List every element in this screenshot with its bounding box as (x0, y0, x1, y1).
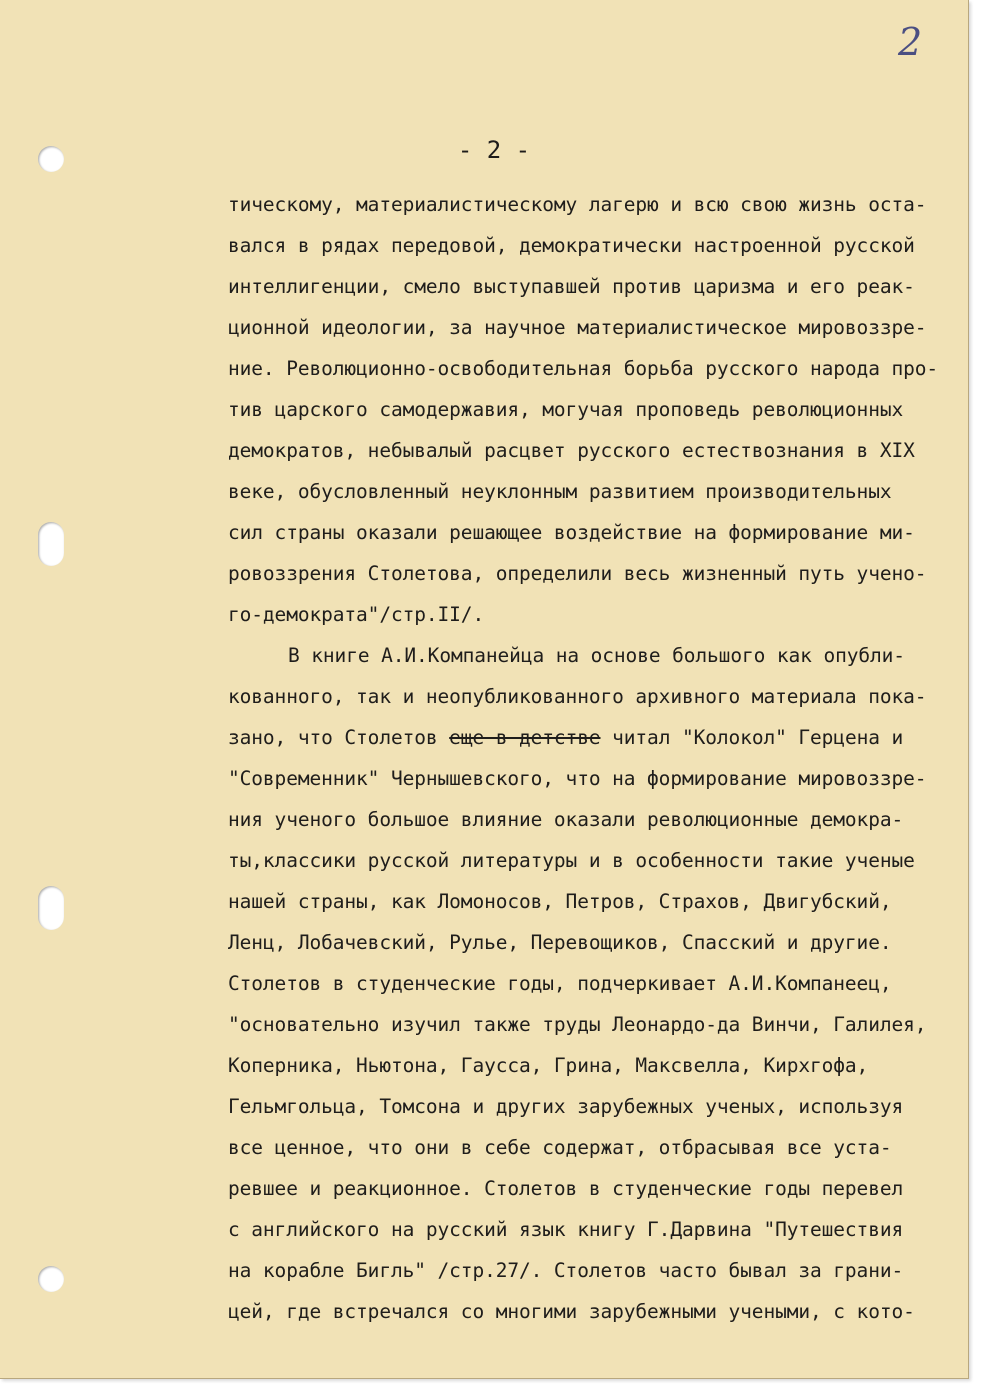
text-line: нашей страны, как Ломоносов, Петров, Страхов, Двигубский, (228, 890, 892, 913)
text-line: ния ученого большое влияние оказали революционные демокра- (228, 808, 904, 831)
punch-hole (38, 886, 64, 930)
text-line: Столетов в студенческие годы, подчеркивает А.И.Компанеец, (228, 972, 892, 995)
paragraph-1 (228, 184, 938, 635)
text-line: вался в рядах передовой, демократически настроенной русской (228, 234, 915, 257)
punch-hole (38, 1266, 64, 1292)
text-line: ние. Революционно-освободительная борьба русского народа про- (228, 357, 939, 380)
punch-hole (38, 522, 64, 566)
text-line: с английского на русский язык книгу Г.Дарвина "Путешествия (228, 1218, 904, 1241)
text-line: "Современник" Чернышевского, что на формирование мировоззре- (228, 767, 927, 790)
text-line: Коперника, Ньютона, Гаусса, Грина, Максвелла, Кирхгофа, (228, 1054, 869, 1077)
text-line: го-демократа"/стр.II/. (228, 603, 485, 626)
handwritten-folio-number: 2 (898, 20, 923, 64)
text-line: ревшее и реакционное. Столетов в студенческие годы перевел (228, 1177, 904, 1200)
text-line: кованного, так и неопубликованного архивного материала пока- (228, 685, 927, 708)
text-line: Гельмгольца, Томсона и других зарубежных ученых, используя (228, 1095, 904, 1118)
struck-through-text: еще в детстве (449, 726, 601, 749)
page-number: - 2 - (457, 136, 531, 164)
text-line (228, 717, 938, 758)
text-line: "основательно изучил также труды Леонардо-да Винчи, Галилея, (228, 1013, 927, 1036)
text-line: цей, где встречался со многими зарубежными учеными, с кото- (228, 1300, 915, 1323)
typed-text-body (228, 184, 938, 1332)
text-line: Ленц, Лобачевский, Рулье, Перевощиков, Спасский и другие. (228, 931, 892, 954)
text-fragment: читал "Колокол" Герцена и (600, 726, 904, 749)
text-line: тическому, материалистическому лагерю и всю свою жизнь оста- (228, 193, 927, 216)
text-line: все ценное, что они в себе содержат, отбрасывая все уста- (228, 1136, 892, 1159)
text-line: ровоззрения Столетова, определили весь жизненный путь учено- (228, 562, 927, 585)
text-line: интеллигенции, смело выступавшей против царизма и его реак- (228, 275, 915, 298)
text-line: ционной идеологии, за научное материалистическое мировоззре- (228, 316, 927, 339)
text-line: тив царского самодержавия, могучая проповедь революционных (228, 398, 904, 421)
text-fragment: зано, что Столетов (228, 726, 450, 749)
text-line: на корабле Бигль" /стр.27/. Столетов часто бывал за грани- (228, 1259, 904, 1282)
text-line: демократов, небывалый расцвет русского естествознания в XIX (228, 439, 915, 462)
paragraph-2 (228, 635, 938, 1332)
text-line: сил страны оказали решающее воздействие на формирование ми- (228, 521, 915, 544)
text-line: веке, обусловленный неуклонным развитием производительных (228, 480, 892, 503)
text-line: В книге А.И.Компанейца на основе большого как опубли- (288, 644, 905, 667)
text-line: ты,классики русской литературы и в особенности такие ученые (228, 849, 915, 872)
